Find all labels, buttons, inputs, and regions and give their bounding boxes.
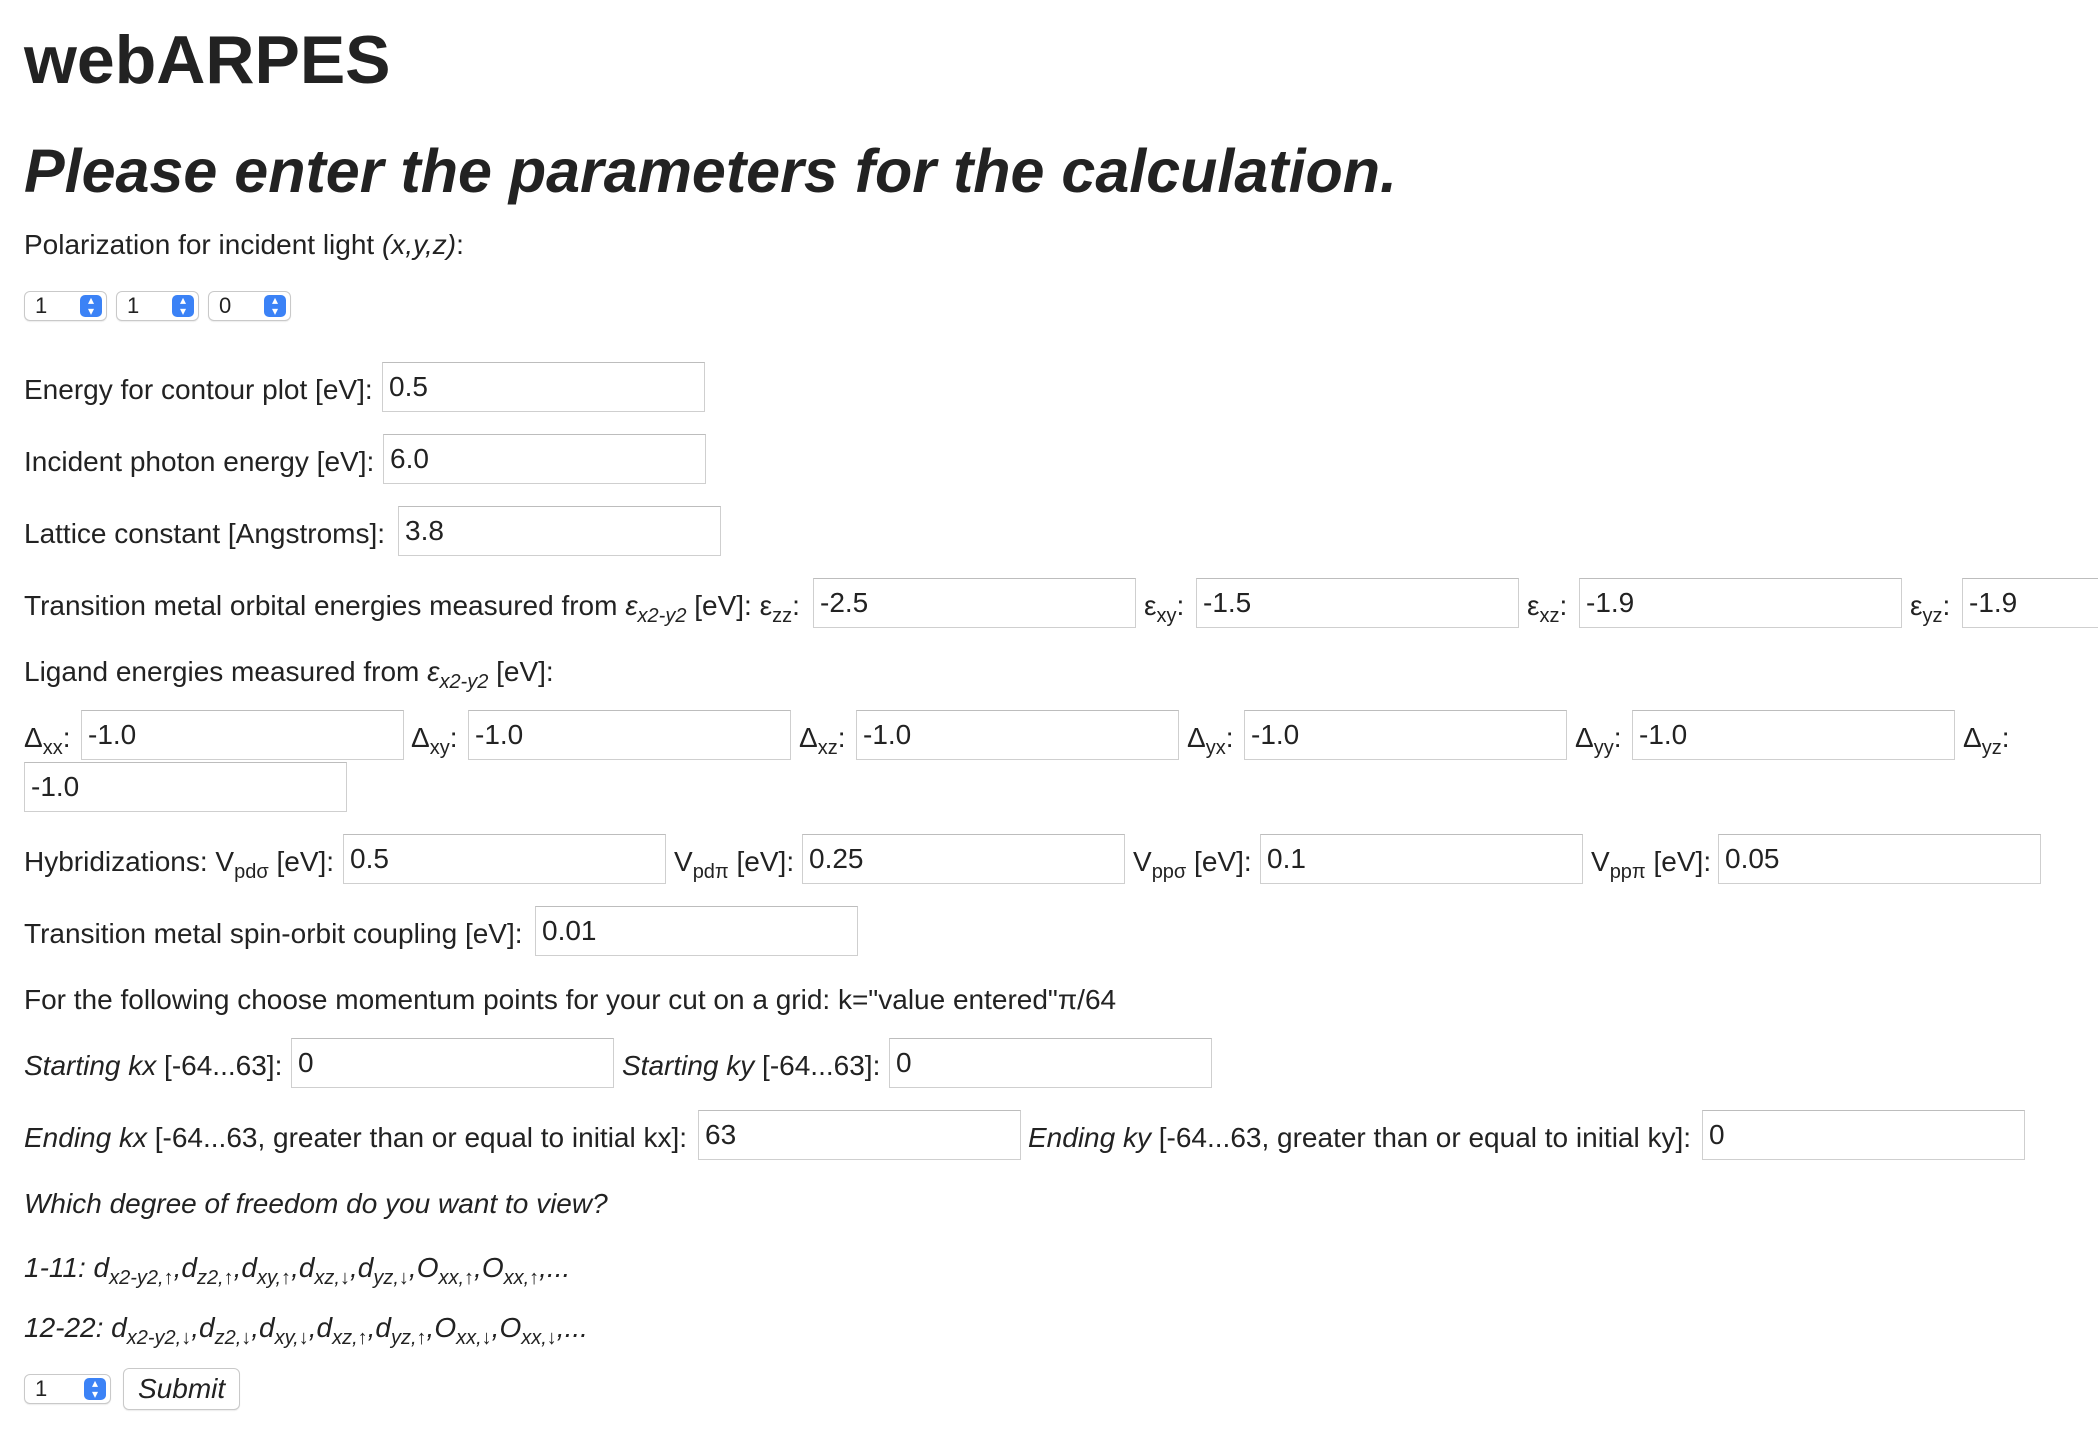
eps-xy-input[interactable]: -1.5	[1196, 578, 1519, 628]
hybrid-vpds-input[interactable]: 0.5	[343, 834, 666, 884]
eps-yz-input[interactable]: -1.9	[1962, 578, 2098, 628]
dof-term: $,O_{xx,↑}$	[474, 1252, 540, 1289]
dof-select[interactable]: 1 ▴ ▾	[24, 1374, 111, 1404]
eps-xz-label: $\varepsilon_{xz}$:	[1527, 590, 1568, 627]
delta-yy-input[interactable]: -1.0	[1632, 710, 1955, 760]
start-ky-input[interactable]: 0	[889, 1038, 1212, 1088]
delta-xx-label: $\Delta_{xx}$:	[24, 722, 71, 759]
submit-button[interactable]: Submit	[123, 1368, 240, 1410]
dof-term: $,O_{xx,↓}$	[491, 1312, 557, 1349]
delta-yz-label: $\Delta_{yz}$:	[1963, 722, 2010, 759]
hybrid-vppp-input[interactable]: 0.05	[1718, 834, 2041, 884]
dof-question: Which degree of freedom do you want to view?	[24, 1188, 608, 1219]
ligand-energies-label: Ligand energies measured from $\varepsilon_{x2-y2}$ [eV]:	[24, 656, 554, 693]
dof-term: $,d_{yz,↑}$	[367, 1312, 427, 1349]
delta-xx-input[interactable]: -1.0	[81, 710, 404, 760]
photon-energy-input[interactable]: 6.0	[383, 434, 706, 484]
dof-term: $,d_{xy,↓}$	[251, 1312, 309, 1349]
hybrid-vpdp-label: $V_{pd\pi}$ [eV]:	[674, 846, 795, 883]
end-ky-input[interactable]: 0	[1702, 1110, 2025, 1160]
dof-term: $d_{x2-y2,↓}$	[111, 1312, 192, 1349]
hybrid-vpdp-input[interactable]: 0.25	[802, 834, 1125, 884]
delta-xz-label: $\Delta_{xz}$:	[799, 722, 846, 759]
delta-xy-label: $\Delta_{xy}$:	[411, 722, 458, 759]
delta-yx-label: $\Delta_{yx}$:	[1187, 722, 1234, 759]
tm-energies-label: Transition metal orbital energies measured from $\varepsilon_{x2-y2}$ [eV]: $\varepsilon_{zz}$:	[24, 590, 800, 627]
dof-term: $,d_{yz,↓}$	[349, 1252, 409, 1289]
dof-term: $,d_{xz,↑}$	[308, 1312, 368, 1349]
delta-yx-input[interactable]: -1.0	[1244, 710, 1567, 760]
hybrid-vpds-label: Hybridizations: $V_{pd\sigma}$ [eV]:	[24, 846, 335, 883]
energy-contour-label: Energy for contour plot [eV]:	[24, 374, 373, 405]
dof-term: $,O_{xx,↑}$	[408, 1252, 475, 1289]
soc-label: Transition metal spin-orbit coupling [eV]:	[24, 918, 523, 949]
photon-energy-label: Incident photon energy [eV]:	[24, 446, 375, 477]
dof-term: $,O_{xx,↓}$	[426, 1312, 492, 1349]
hybrid-vpps-label: $V_{pp\sigma}$ [eV]:	[1133, 846, 1252, 883]
energy-contour-input[interactable]: 0.5	[382, 362, 705, 412]
lattice-constant-label: Lattice constant [Angstroms]:	[24, 518, 386, 549]
page-subtitle: Please enter the parameters for the calculation.	[24, 137, 1398, 205]
eps-zz-input[interactable]: -2.5	[813, 578, 1136, 628]
select-arrows-icon: ▴ ▾	[264, 295, 286, 317]
eps-xz-input[interactable]: -1.9	[1579, 578, 1902, 628]
polarization-label: Polarization for incident light (x,y,z):	[24, 229, 464, 260]
momentum-note: For the following choose momentum points for your cut on a grid: k="value entered"π/64	[24, 984, 1117, 1015]
delta-xz-input[interactable]: -1.0	[856, 710, 1179, 760]
dof-term: $,d_{z2,↓}$	[191, 1312, 252, 1349]
eps-yz-label: $\varepsilon_{yz}$:	[1910, 590, 1951, 627]
start-kx-label: Starting kx [-64...63]:	[24, 1050, 283, 1081]
delta-xy-input[interactable]: -1.0	[468, 710, 791, 760]
select-arrows-icon: ▴ ▾	[80, 295, 102, 317]
hybrid-vpps-input[interactable]: 0.1	[1260, 834, 1583, 884]
dof-term: $,d_{z2,↑}$	[173, 1252, 234, 1289]
hybrid-vppp-label: $V_{pp\pi}$ [eV]:	[1591, 846, 1712, 883]
select-arrows-icon: ▴ ▾	[172, 295, 194, 317]
dof-term: $d_{x2-y2,↑}$	[93, 1252, 174, 1289]
page-title: webARPES	[24, 22, 391, 98]
dof-list-1-11: 1-11: $d_{x2-y2,↑},d_{z2,↑},d_{xy,↑},d_{xz,↓},d_{yz,↓},O_{xx,↑},O_{xx,↑}$,...	[24, 1252, 571, 1289]
dof-term: $,d_{xy,↑}$	[233, 1252, 292, 1289]
delta-yy-label: $\Delta_{yy}$:	[1575, 722, 1622, 759]
start-kx-input[interactable]: 0	[291, 1038, 614, 1088]
soc-input[interactable]: 0.01	[535, 906, 858, 956]
end-kx-label: Ending kx [-64...63, greater than or equal to initial kx]:	[24, 1122, 688, 1153]
dof-term: $,d_{xz,↓}$	[291, 1252, 350, 1289]
delta-yz-input[interactable]: -1.0	[24, 762, 347, 812]
end-ky-label: Ending ky [-64...63, greater than or equal to initial ky]:	[1028, 1122, 1692, 1153]
dof-list-12-22: 12-22: $d_{x2-y2,↓},d_{z2,↓},d_{xy,↓},d_{xz,↑},d_{yz,↑},O_{xx,↓},O_{xx,↓}$,...	[24, 1312, 588, 1349]
select-arrows-icon: ▴ ▾	[84, 1378, 106, 1400]
start-ky-label: Starting ky [-64...63]:	[622, 1050, 881, 1081]
lattice-constant-input[interactable]: 3.8	[398, 506, 721, 556]
end-kx-input[interactable]: 63	[698, 1110, 1021, 1160]
polarization-z-select[interactable]: 0 ▴ ▾	[208, 291, 291, 321]
eps-xy-label: $\varepsilon_{xy}$:	[1144, 590, 1185, 627]
polarization-x-select[interactable]: 1 ▴ ▾	[24, 291, 107, 321]
polarization-y-select[interactable]: 1 ▴ ▾	[116, 291, 199, 321]
